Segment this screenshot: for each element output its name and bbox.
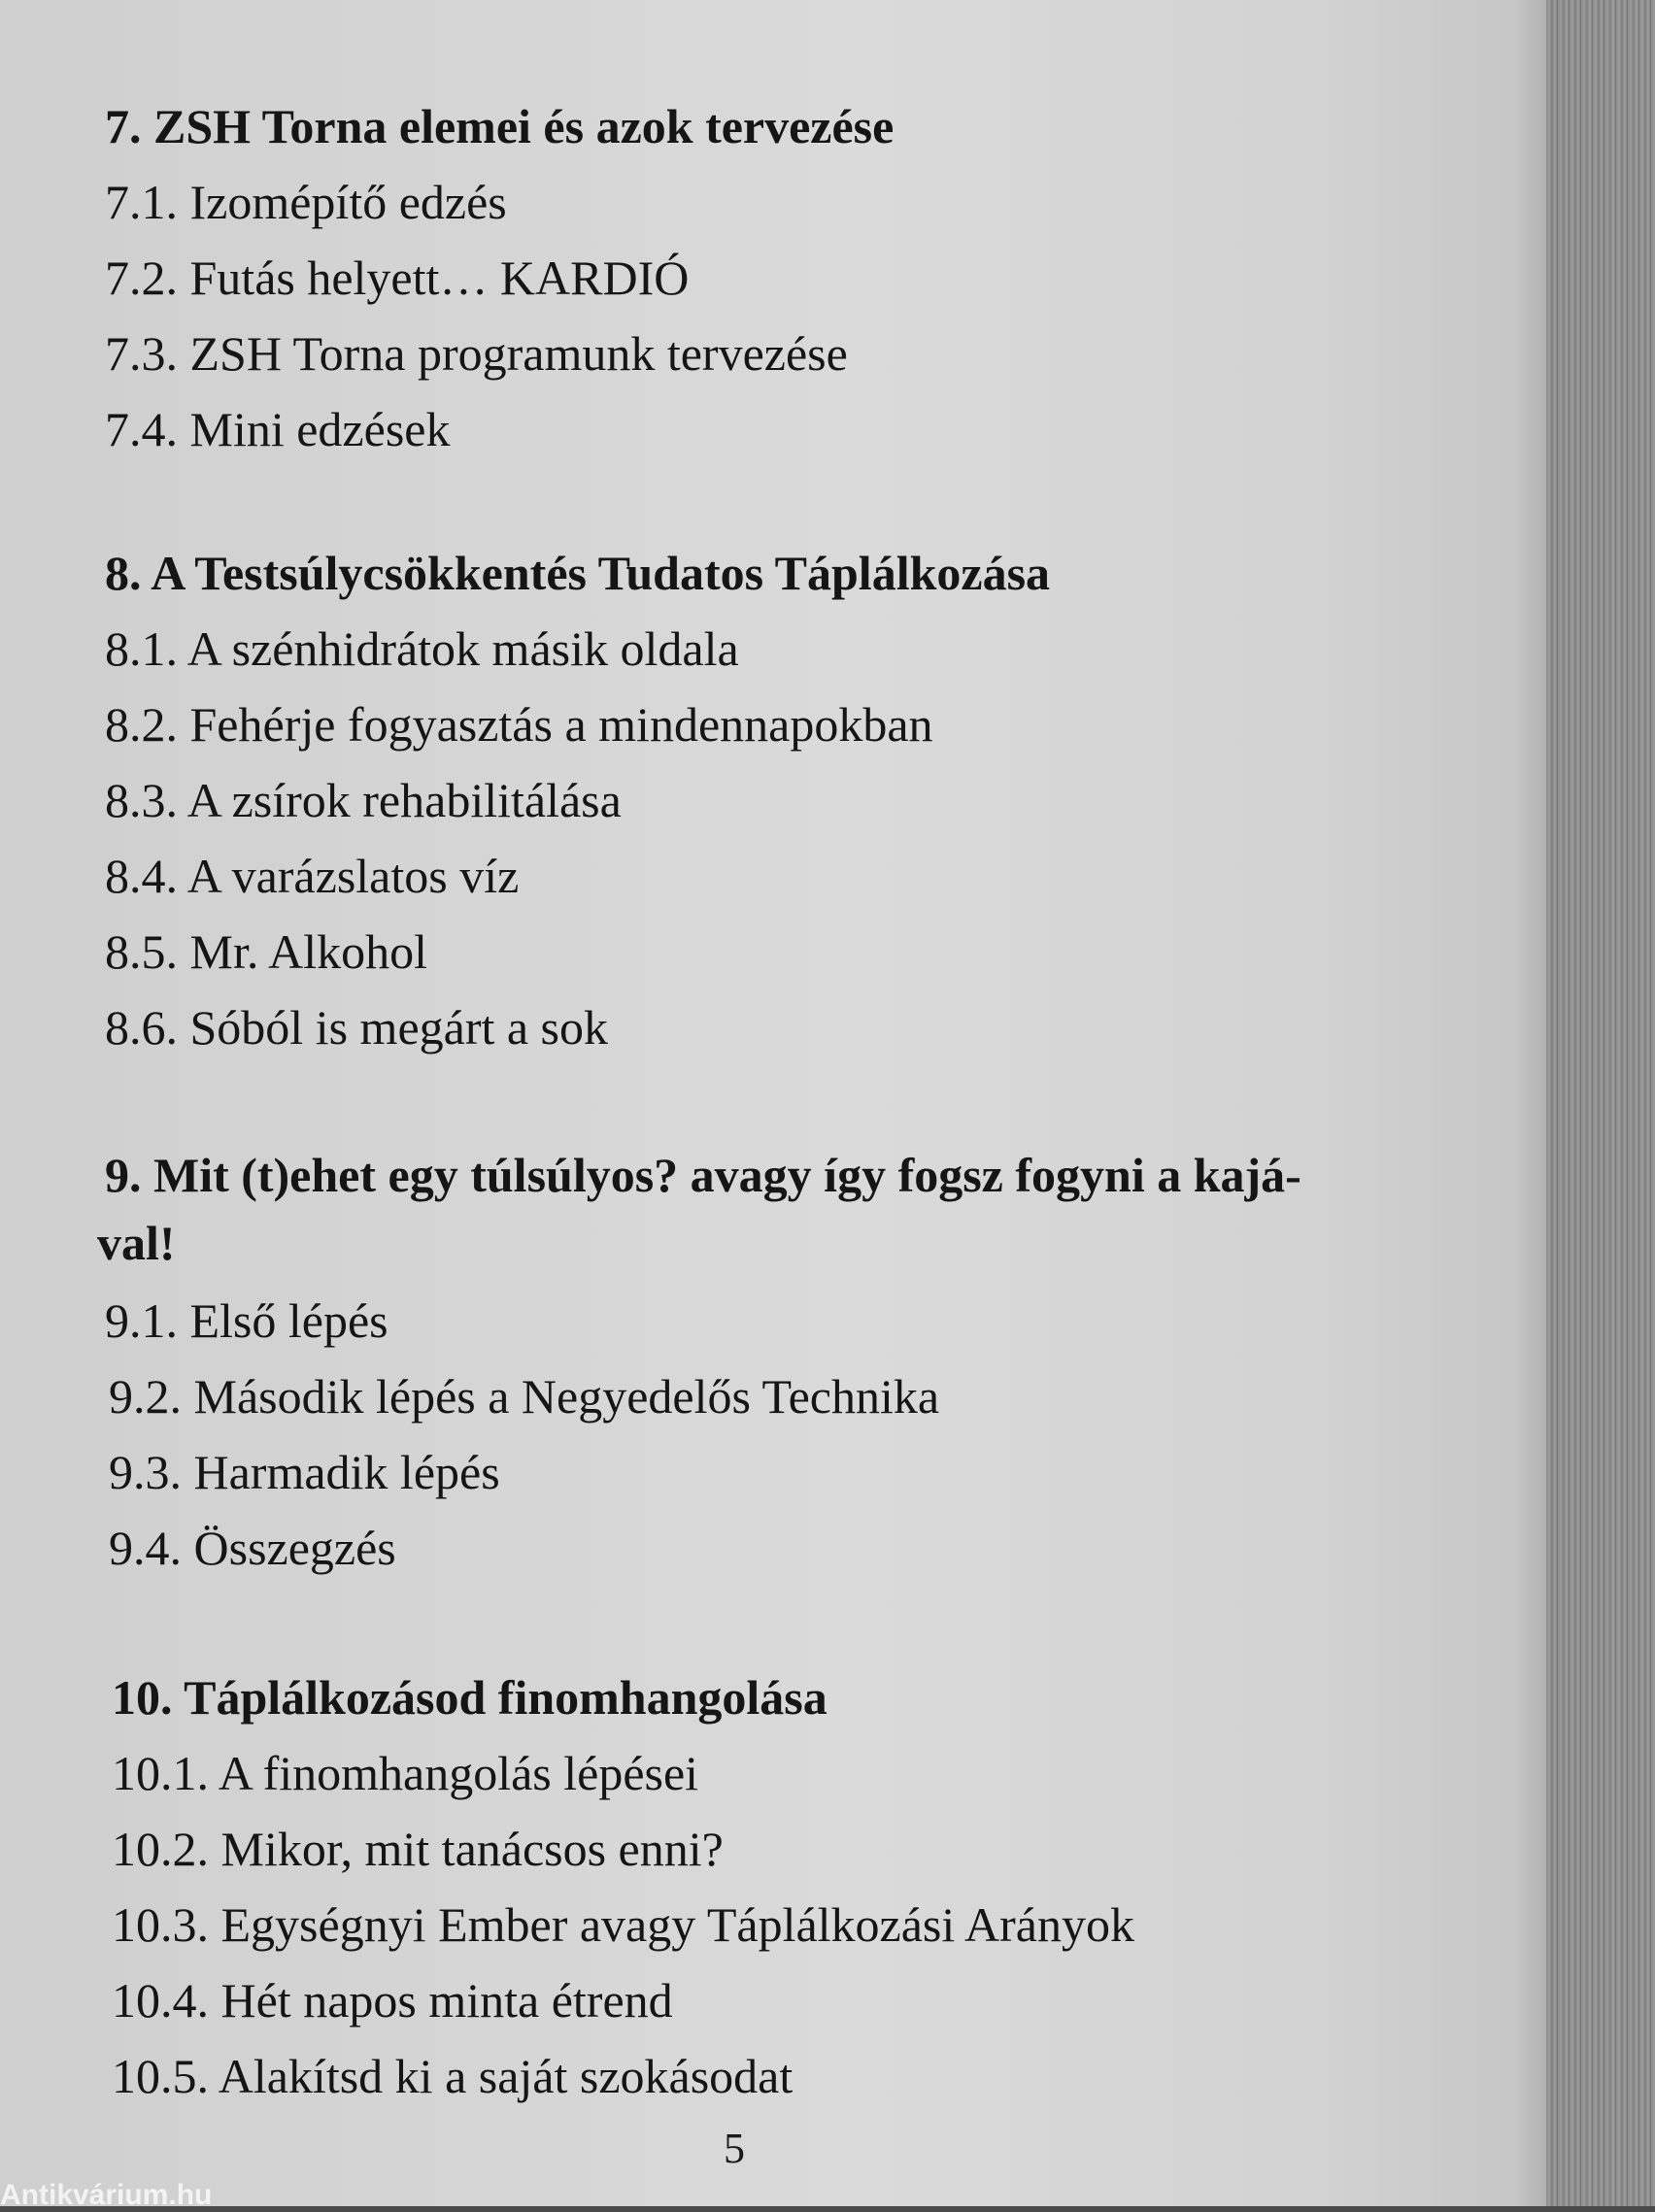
section-7-heading: 7. ZSH Torna elemei és azok tervezése: [105, 99, 895, 153]
watermark: Antikvárium.hu: [0, 2179, 213, 2211]
toc-item-9-1: 9.1. Első lépés: [105, 1293, 388, 1348]
toc-item-10-4: 10.4. Hét napos minta étrend: [112, 1973, 673, 2028]
toc-item-8-2: 8.2. Fehérje fogyasztás a mindennapokban: [105, 697, 933, 752]
toc-item-8-6: 8.6. Sóból is megárt a sok: [105, 1000, 609, 1055]
toc-item-10-2: 10.2. Mikor, mit tanácsos enni?: [112, 1822, 724, 1876]
toc-item-8-5: 8.5. Mr. Alkohol: [105, 924, 427, 979]
toc-item-10-1: 10.1. A finomhangolás lépései: [112, 1746, 699, 1800]
toc-item-7-1: 7.1. Izomépítő edzés: [105, 175, 507, 229]
toc-item-10-3: 10.3. Egységnyi Ember avagy Táplálkozási Arányok: [112, 1897, 1134, 1952]
section-9-heading-line-1: 9. Mit (t)ehet egy túlsúlyos? avagy így fogsz fogyni a kajá-: [105, 1148, 1301, 1202]
section-10-heading: 10. Táplálkozásod finomhangolása: [112, 1670, 828, 1725]
toc-item-9-3: 9.3. Harmadik lépés: [109, 1445, 500, 1499]
section-9-heading-line-2: val!: [97, 1216, 176, 1270]
toc-item-7-2: 7.2. Futás helyett… KARDIÓ: [105, 251, 690, 305]
toc-item-8-3: 8.3. A zsírok rehabilitálása: [105, 773, 622, 827]
toc-item-10-5: 10.5. Alakítsd ki a saját szokásodat: [112, 2049, 794, 2103]
toc-item-9-2: 9.2. Második lépés a Negyedelős Technika: [109, 1369, 940, 1424]
book-page-edges: [1546, 0, 1655, 2206]
toc-item-7-4: 7.4. Mini edzések: [105, 402, 451, 456]
section-8-heading: 8. A Testsúlycsökkentés Tudatos Táplálkozása: [105, 546, 1051, 600]
toc-item-8-1: 8.1. A szénhidrátok másik oldala: [105, 621, 739, 676]
toc-item-9-4: 9.4. Összegzés: [109, 1521, 396, 1575]
page-number: 5: [724, 2125, 745, 2172]
toc-item-8-4: 8.4. A varázslatos víz: [105, 849, 520, 903]
toc-item-7-3: 7.3. ZSH Torna programunk tervezése: [105, 326, 848, 381]
